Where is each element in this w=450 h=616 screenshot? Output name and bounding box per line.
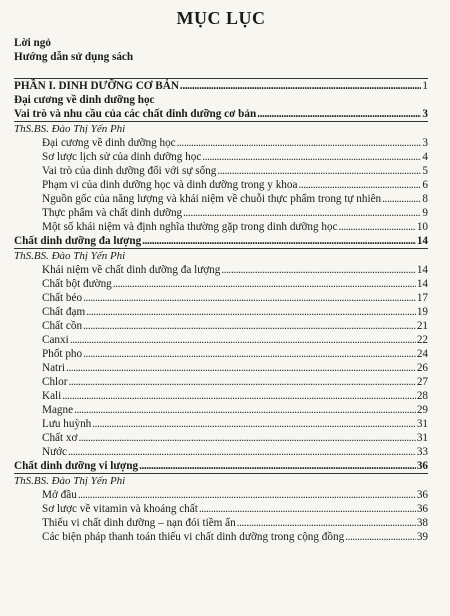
- dot-leader: [68, 375, 415, 389]
- toc-item[interactable]: [14, 178, 428, 192]
- toc-item-label: Phốt pho: [42, 348, 83, 360]
- toc-item-page: 10: [416, 221, 428, 233]
- toc-item[interactable]: [14, 150, 428, 164]
- dot-leader: [78, 431, 415, 445]
- toc-item-label: Sơ lược về vitamin và khoáng chất: [42, 503, 198, 515]
- toc-item[interactable]: [14, 530, 428, 544]
- dot-leader: [78, 488, 416, 502]
- chapter-page: 36: [416, 460, 428, 472]
- toc-item-page: 27: [416, 376, 428, 388]
- section-intro: Đại cương về dinh dưỡng học: [14, 94, 155, 106]
- toc-item-label: Một số khái niệm và định nghĩa thường gặp trong dinh dưỡng học: [42, 221, 338, 233]
- toc-item[interactable]: [14, 431, 428, 445]
- toc-item-page: 14: [416, 278, 428, 290]
- dot-leader: [113, 277, 416, 291]
- chapter-author: ThS.BS. Đào Thị Yến Phi: [14, 250, 126, 262]
- dot-leader: [237, 516, 416, 530]
- toc-item-page: 19: [416, 306, 428, 318]
- toc-item[interactable]: [14, 502, 428, 516]
- dot-leader: [199, 502, 416, 516]
- dot-leader: [177, 136, 422, 150]
- toc-item[interactable]: [14, 445, 428, 459]
- toc-item-label: Phạm vi của dinh dưỡng học và dinh dưỡng trong y khoa: [42, 179, 298, 191]
- chapter-entry[interactable]: [14, 234, 428, 248]
- dot-leader: [62, 389, 416, 403]
- toc-item[interactable]: [14, 206, 428, 220]
- toc-item-label: Thiếu vi chất dinh dưỡng – nạn đói tiềm ẩn: [42, 517, 236, 529]
- toc-item-page: 39: [416, 531, 428, 543]
- toc-item-label: Nước: [42, 446, 68, 458]
- dot-leader: [298, 178, 421, 192]
- toc-item-page: 9: [422, 207, 428, 219]
- toc-item[interactable]: [14, 164, 428, 178]
- toc-item[interactable]: [14, 319, 428, 333]
- part-label: PHẦN I. DINH DƯỠNG CƠ BẢN: [14, 80, 179, 92]
- toc-item-label: Canxi: [42, 334, 69, 346]
- toc-item-label: Sơ lược lịch sử của dinh dưỡng học: [42, 151, 202, 163]
- chapter-author: ThS.BS. Đào Thị Yến Phi: [14, 123, 126, 135]
- chapter-entry[interactable]: [14, 107, 428, 121]
- toc-item-page: 17: [416, 292, 428, 304]
- toc-item-page: 21: [416, 320, 428, 332]
- toc-item-page: 29: [416, 404, 428, 416]
- toc-item[interactable]: [14, 516, 428, 530]
- toc-item-page: 5: [422, 165, 428, 177]
- chapter-page: 14: [416, 235, 428, 247]
- toc-item-label: Magne: [42, 404, 74, 416]
- dot-leader: [83, 347, 416, 361]
- toc-item[interactable]: [14, 417, 428, 431]
- toc-item-label: Natri: [42, 362, 65, 374]
- toc-item-page: 24: [416, 348, 428, 360]
- toc-item[interactable]: [14, 192, 428, 206]
- toc-item-page: 14: [416, 264, 428, 276]
- toc-item-label: Đại cương về dinh dưỡng học: [42, 137, 176, 149]
- front-item-preface: Lời ngỏ: [14, 37, 51, 49]
- toc-item[interactable]: [14, 277, 428, 291]
- dot-leader: [183, 206, 421, 220]
- toc-item[interactable]: [14, 136, 428, 150]
- toc-item-label: Thực phẩm và chất dinh dưỡng: [42, 207, 183, 219]
- toc-item-label: Chất xơ: [42, 432, 78, 444]
- part-entry[interactable]: [14, 78, 428, 93]
- toc-item-page: 4: [422, 151, 428, 163]
- dot-leader: [74, 403, 416, 417]
- toc-item-page: 8: [422, 193, 428, 205]
- toc-item-page: 6: [422, 179, 428, 191]
- toc-item-page: 31: [416, 418, 428, 430]
- chapter-title: Chất dinh dưỡng đa lượng: [14, 235, 142, 247]
- dot-leader: [345, 530, 416, 544]
- toc-item[interactable]: [14, 291, 428, 305]
- part-page: 1: [422, 80, 428, 92]
- dot-leader: [70, 333, 416, 347]
- toc-item-page: 28: [416, 390, 428, 402]
- toc-item[interactable]: [14, 263, 428, 277]
- toc-item[interactable]: [14, 333, 428, 347]
- toc-item-page: 33: [416, 446, 428, 458]
- toc-item-label: Các biện pháp thanh toán thiếu vi chất dinh dưỡng trong cộng đồng: [42, 531, 345, 543]
- dot-leader: [202, 150, 421, 164]
- toc-item[interactable]: [14, 403, 428, 417]
- dot-leader: [180, 79, 421, 93]
- dot-leader: [139, 459, 416, 473]
- dot-leader: [68, 445, 416, 459]
- dot-leader: [92, 417, 416, 431]
- dot-leader: [83, 319, 416, 333]
- toc-item[interactable]: [14, 488, 428, 502]
- toc-item-label: Chất bột đường: [42, 278, 112, 290]
- toc-item-label: Khái niệm về chất dinh dưỡng đa lượng: [42, 264, 221, 276]
- toc-item-label: Chất đạm: [42, 306, 86, 318]
- toc-item-label: Chất béo: [42, 292, 83, 304]
- chapter-title: Chất dinh dưỡng vi lượng: [14, 460, 139, 472]
- chapter-entry[interactable]: [14, 459, 428, 473]
- toc-item-label: Mở đầu: [42, 489, 77, 501]
- chapter-page: 3: [422, 108, 428, 120]
- toc-item-page: 31: [416, 432, 428, 444]
- toc-item-label: Vai trò của dinh dưỡng đối với sự sống: [42, 165, 217, 177]
- chapter-items: [14, 488, 428, 544]
- toc-item-page: 3: [422, 137, 428, 149]
- toc-item-label: Nguồn gốc của năng lượng và khái niệm về chuỗi thực phẩm trong tự nhiên: [42, 193, 382, 205]
- dot-leader: [142, 234, 416, 248]
- toc-item-page: 26: [416, 362, 428, 374]
- toc-item-label: Chất cồn: [42, 320, 83, 332]
- dot-leader: [86, 305, 416, 319]
- dot-leader: [217, 164, 421, 178]
- chapter-items: [14, 263, 428, 459]
- dot-leader: [257, 107, 421, 121]
- toc-item[interactable]: [14, 389, 428, 403]
- dot-leader: [66, 361, 416, 375]
- dot-leader: [83, 291, 416, 305]
- toc-item[interactable]: [14, 305, 428, 319]
- toc-item-label: Kali: [42, 390, 62, 402]
- toc-item[interactable]: [14, 347, 428, 361]
- toc-item-label: Lưu huỳnh: [42, 418, 92, 430]
- toc-item[interactable]: [14, 361, 428, 375]
- page-title: MỤC LỤC: [176, 8, 266, 28]
- toc-item-label: Chlor: [42, 376, 68, 388]
- dot-leader: [382, 192, 421, 206]
- chapter-author: ThS.BS. Đào Thị Yến Phi: [14, 475, 126, 487]
- dot-leader: [221, 263, 415, 277]
- front-item-guide: Hướng dẫn sử dụng sách: [14, 51, 134, 63]
- toc-item-page: 36: [416, 489, 428, 501]
- toc-item[interactable]: [14, 220, 428, 234]
- toc-item-page: 38: [416, 517, 428, 529]
- chapter-items: [14, 136, 428, 234]
- chapter-title: Vai trò và nhu cầu của các chất dinh dưỡng cơ bản: [14, 108, 257, 120]
- dot-leader: [339, 220, 416, 234]
- toc-item-page: 22: [416, 334, 428, 346]
- toc-item[interactable]: [14, 375, 428, 389]
- toc-item-page: 36: [416, 503, 428, 515]
